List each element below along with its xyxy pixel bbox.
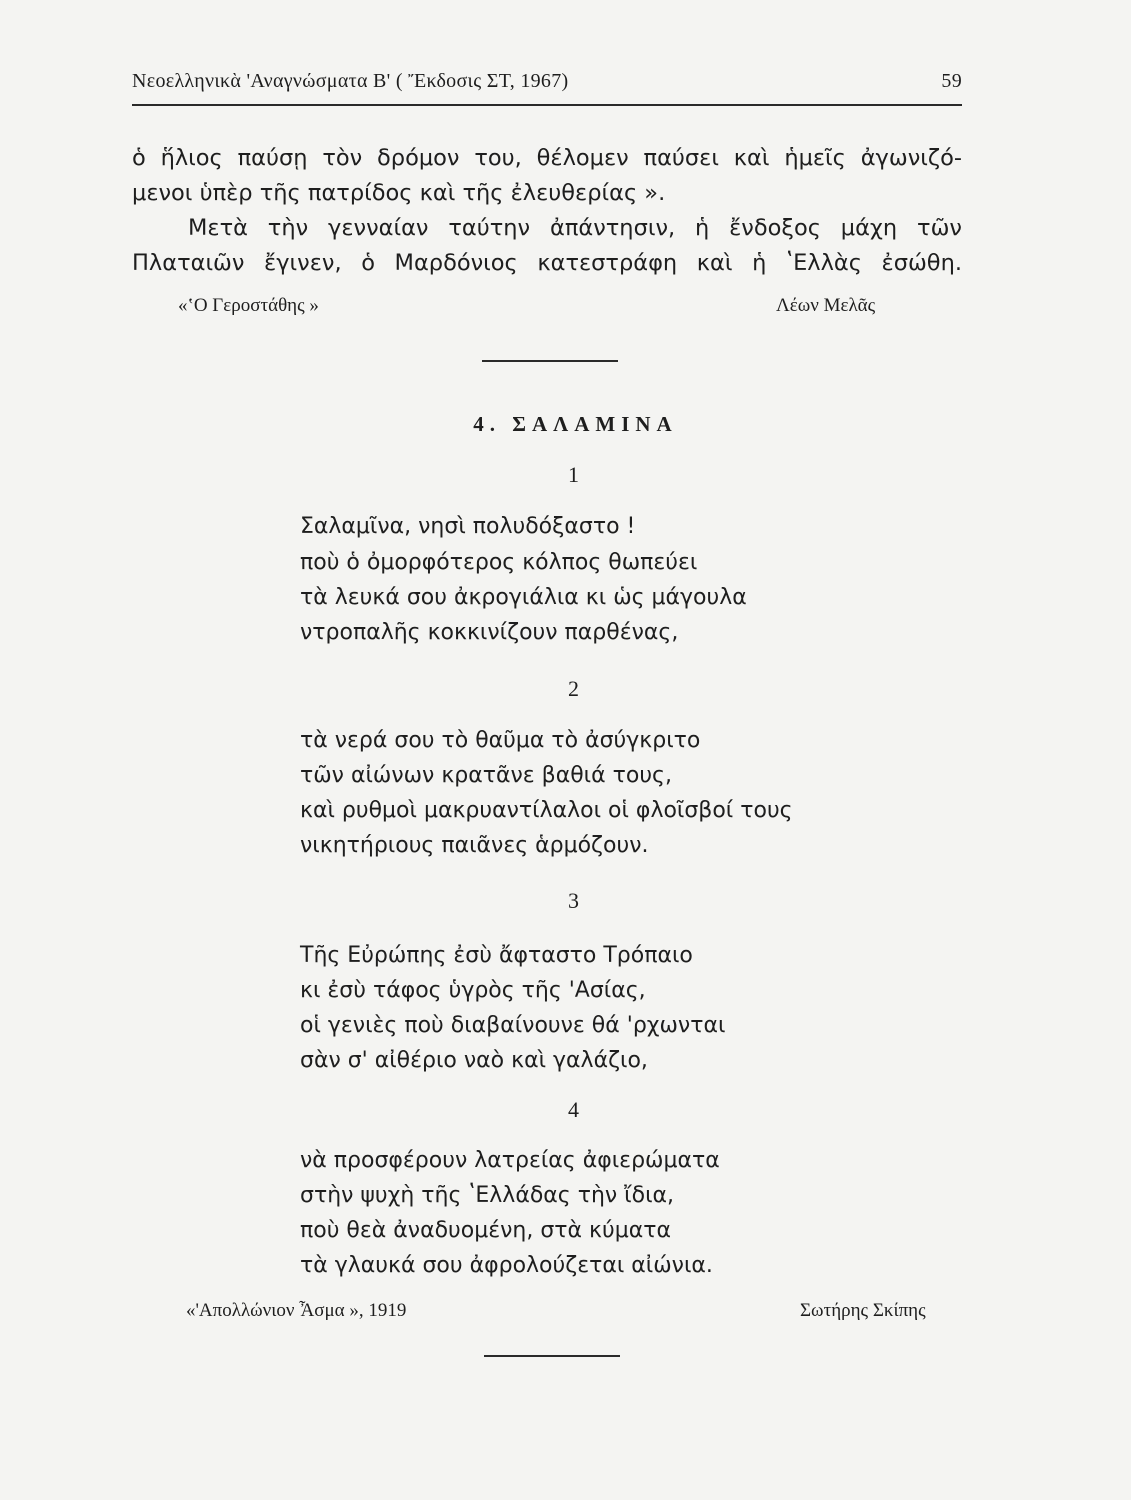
running-title: Νεοελληνικὰ 'Αναγνώσματα Β' ( Ἔκδοσις ΣΤ, 1967): [132, 70, 569, 92]
verse-line: τὰ γλαυκά σου ἀφρολούζεται αἰώνια.: [300, 1253, 713, 1278]
verse-line: σὰν σ' αἰθέριο ναὸ καὶ γαλάζιο,: [300, 1048, 648, 1073]
verse-line: στὴν ψυχὴ τῆς ʽΕλλάδας τὴν ἴδια,: [300, 1183, 675, 1208]
verse-line: Σαλαμῖνα, νησὶ πολυδόξαστο !: [300, 514, 636, 539]
verse-line: κι ἐσὺ τάφος ὑγρὸς τῆς 'Ασίας,: [300, 978, 646, 1003]
poem-source: «'Απολλώνιον Ἆσμα », 1919: [186, 1300, 407, 1321]
poem-title: 4. ΣΑΛΑΜΙΝΑ: [473, 412, 678, 436]
prose-author: Λέων Μελᾶς: [776, 295, 876, 316]
verse-line: νικητήριους παιᾶνες ἁρμόζουν.: [300, 833, 649, 858]
stanza-number: 3: [568, 888, 579, 913]
verse-line: τὰ λευκά σου ἀκρογιάλια κι ὡς μάγουλα: [300, 585, 747, 610]
verse-line: νὰ προσφέρουν λατρείας ἀφιερώματα: [300, 1148, 720, 1173]
running-header: [132, 70, 962, 93]
prose-line: Πλαταιῶν ἔγινεν, ὁ Μαρδόνιος κατεστράφη καὶ ἡ ʽΕλλὰς ἐσώθη.: [132, 250, 962, 276]
section-divider: [484, 1355, 620, 1357]
prose-line: Μετὰ τὴν γενναίαν ταύτην ἀπάντησιν, ἡ ἔνδοξος μάχη τῶν: [188, 215, 962, 241]
poem-author: Σωτήρης Σκίπης: [800, 1300, 926, 1321]
stanza-number: 1: [568, 462, 579, 487]
header-rule: [132, 104, 962, 106]
stanza-number: 2: [568, 676, 579, 701]
verse-line: οἱ γενιὲς ποὺ διαβαίνουνε θά 'ρχωνται: [300, 1013, 726, 1038]
verse-line: ποὺ ὁ ὀμορφότερος κόλπος θωπεύει: [300, 550, 698, 575]
verse-line: τῶν αἰώνων κρατᾶνε βαθιά τους,: [300, 763, 672, 788]
verse-line: τὰ νερά σου τὸ θαῦμα τὸ ἀσύγκριτο: [300, 728, 701, 753]
page-number: 59: [941, 70, 962, 92]
prose-source: «ʽΟ Γεροστάθης »: [178, 295, 319, 316]
stanza-number: 4: [568, 1097, 579, 1122]
verse-line: ποὺ θεὰ ἀναδυομένη, στὰ κύματα: [300, 1218, 671, 1243]
prose-line: ὁ ἥλιος παύσῃ τὸν δρόμον του, θέλομεν παύσει καὶ ἡμεῖς ἀγωνιζό-: [132, 145, 962, 171]
section-divider: [482, 360, 618, 362]
verse-line: ντροπαλῆς κοκκινίζουν παρθένας,: [300, 620, 679, 645]
verse-line: καὶ ρυθμοὶ μακρυαντίλαλοι οἱ φλοῖσβοί τους: [300, 798, 793, 823]
prose-line: μενοι ὑπὲρ τῆς πατρίδος καὶ τῆς ἐλευθερίας ».: [132, 180, 666, 206]
verse-line: Τῆς Εὐρώπης ἐσὺ ἄφταστο Τρόπαιο: [300, 943, 693, 968]
